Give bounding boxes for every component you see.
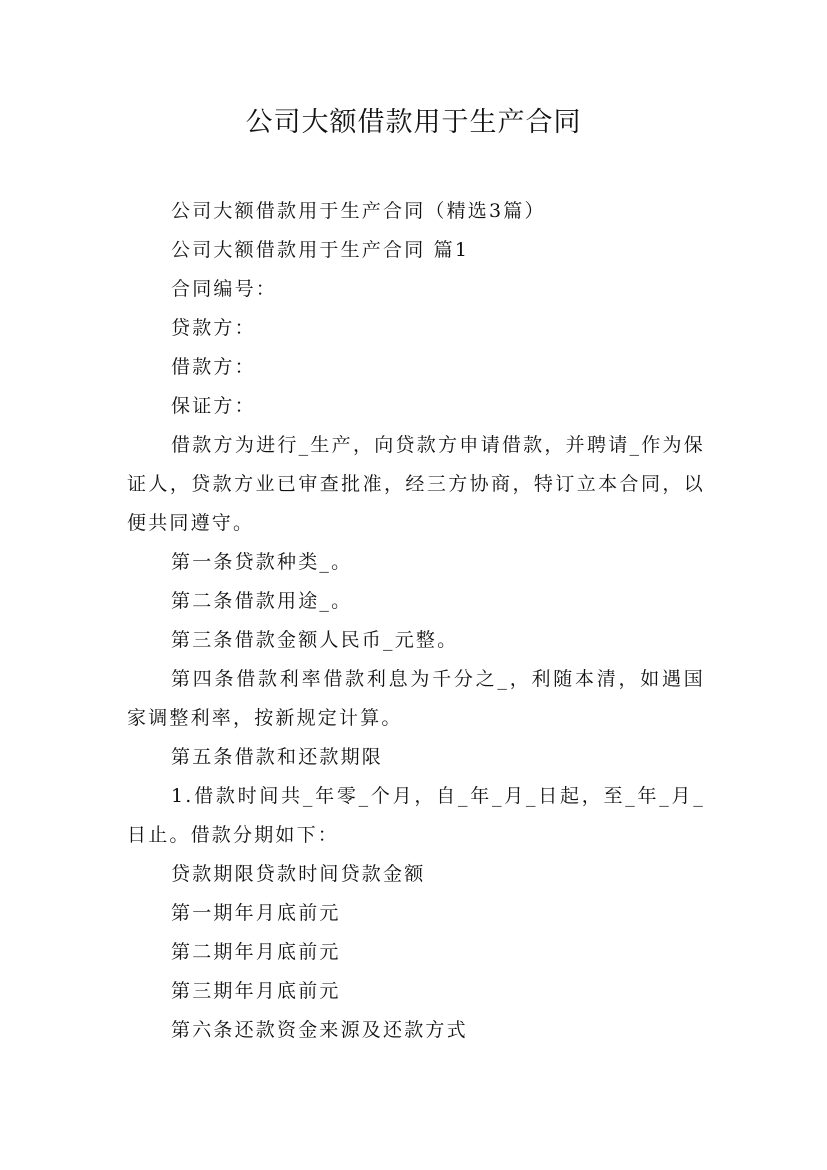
paragraph-lender: 贷款方： [171,317,256,339]
paragraph-preamble: 借款方为进行_生产，向贷款方申请借款，并聘请_作为保证人，贷款方业已审查批准，经三方协商，特订立本合同，以便共同遵守。 [127,434,705,534]
paragraph-article-5-item-1: 1.借款时间共_年零_个月，自_年_月_日起，至_年_月_日止。借款分期如下： [127,785,705,846]
paragraph-guarantor: 保证方： [171,395,256,417]
paragraph-contract-number: 合同编号： [171,278,278,300]
paragraph-article-3: 第三条借款金额人民币_元整。 [171,629,459,651]
paragraph-schedule-header: 贷款期限贷款时间贷款金额 [171,863,426,885]
paragraph-article-2: 第二条借款用途_。 [171,590,353,612]
paragraph-section-heading: 公司大额借款用于生产合同 篇1 [171,239,470,261]
paragraph-article-5: 第五条借款和还款期限 [171,746,384,768]
paragraph-subtitle: 公司大额借款用于生产合同（精选3篇） [171,200,546,222]
paragraph-schedule-row-3: 第三期年月底前元 [171,980,341,1002]
paragraph-schedule-row-2: 第二期年月底前元 [171,941,341,963]
paragraph-article-1: 第一条贷款种类_。 [171,551,353,573]
paragraph-borrower: 借款方： [171,356,256,378]
paragraph-article-4: 第四条借款利率借款利息为千分之_，利随本清，如遇国家调整利率，按新规定计算。 [127,668,705,729]
document-body [127,192,705,1050]
document-title: 公司大额借款用于生产合同 [245,107,582,138]
paragraph-article-6: 第六条还款资金来源及还款方式 [171,1019,468,1041]
paragraph-schedule-row-1: 第一期年月底前元 [171,902,341,924]
